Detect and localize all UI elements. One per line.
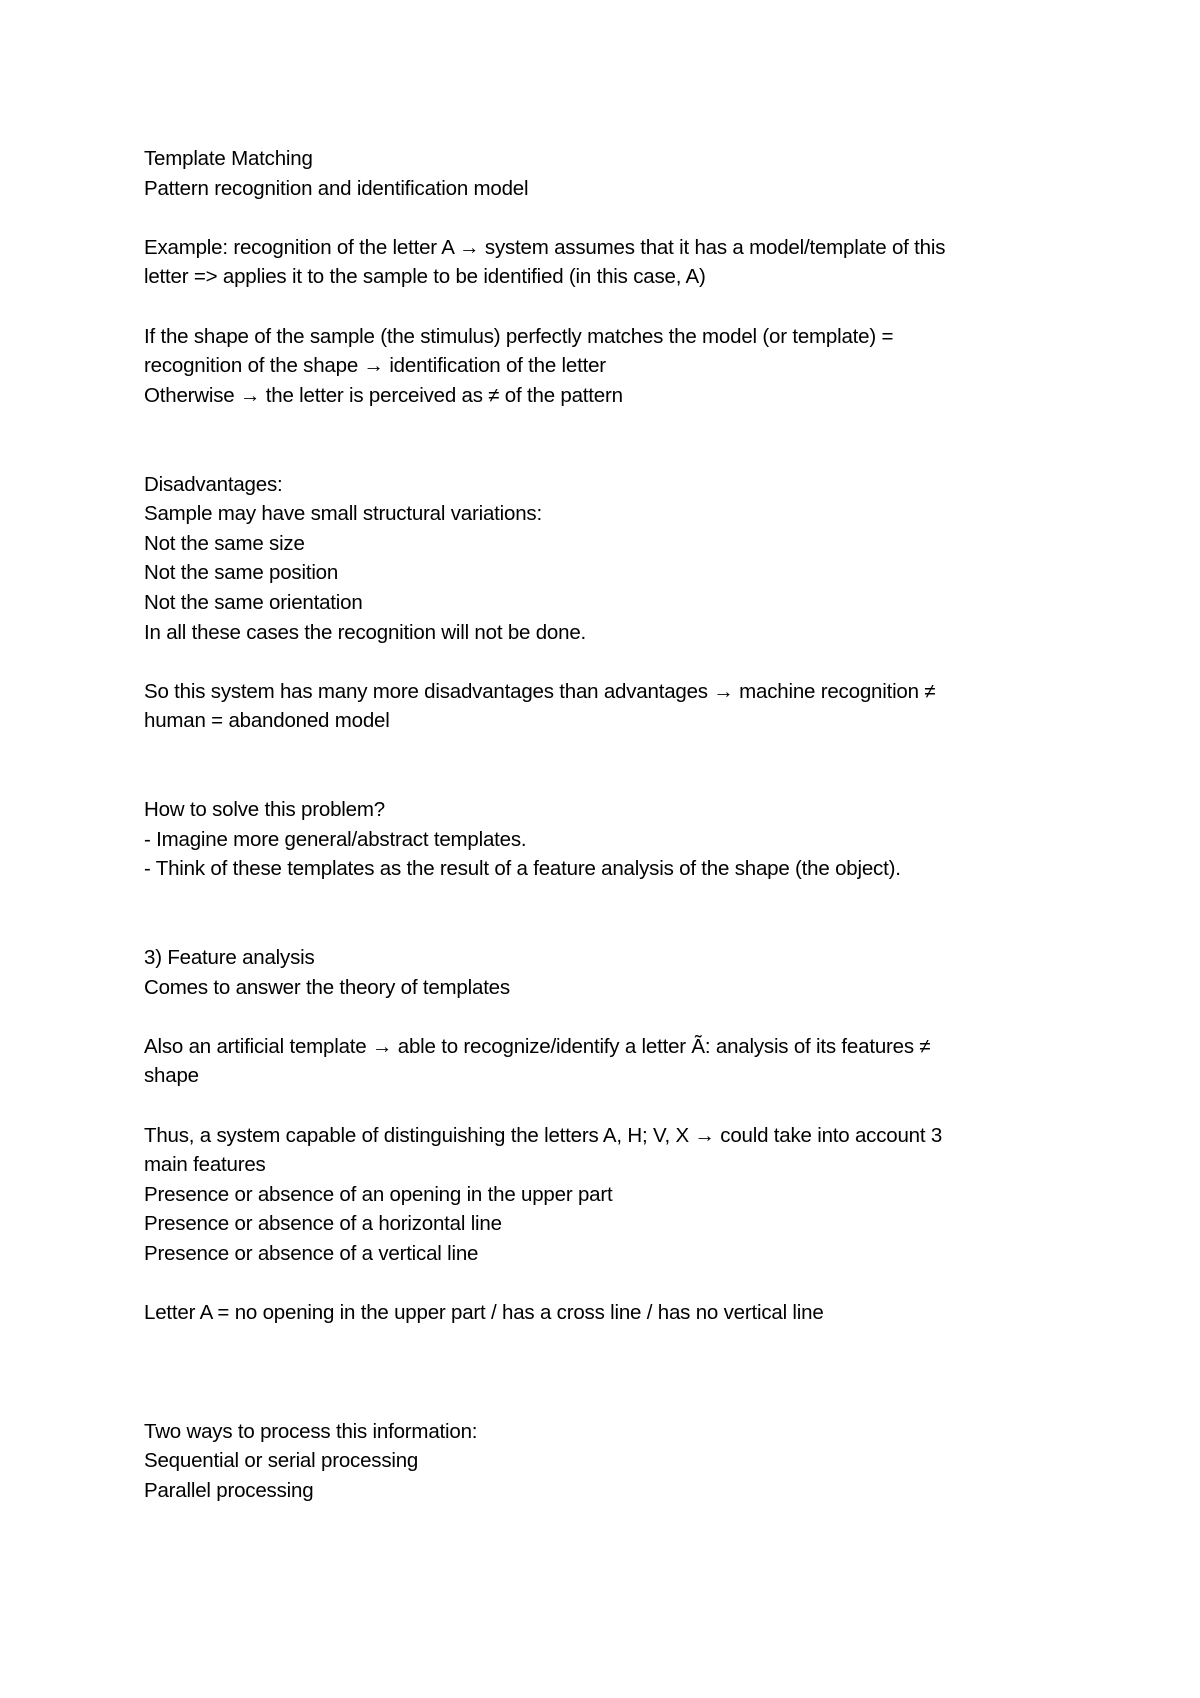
disadvantages-conclusion: In all these cases the recognition will not be done. [144,620,587,644]
example-line-2: letter => applies it to the sample to be identified (in this case, A) [144,265,706,289]
letter-a-line: Letter A = no opening in the upper part / has a cross line / has no vertical line [144,1301,824,1325]
disadvantage-item: Not the same orientation [144,590,363,614]
processing-way: Parallel processing [144,1478,314,1502]
disadvantage-item: Not the same size [144,531,305,555]
spacer [144,1002,1064,1032]
artificial-line-2: shape [144,1064,199,1088]
solution-question: How to solve this problem? [144,798,385,822]
example-line-1: Example: recognition of the letter A → system assumes that it has a model/template of this [144,235,946,259]
feature-analysis-heading: 3) Feature analysis [144,946,315,970]
section-subtitle: Pattern recognition and identification model [144,176,529,200]
feature-item: Presence or absence of a vertical line [144,1241,479,1265]
summary-line-2: human = abandoned model [144,709,390,733]
spacer [144,292,1064,322]
summary-line-1: So this system has many more disadvantages than advantages → machine recognition ≠ [144,679,936,703]
spacer [144,884,1064,943]
section-title: Template Matching [144,147,313,170]
feature-item: Presence or absence of an opening in the upper part [144,1182,613,1206]
system-line-2: main features [144,1153,266,1177]
spacer [144,647,1064,677]
disadvantages-heading: Disadvantages: [144,472,283,496]
spacer [144,1269,1064,1299]
document-body [144,144,1064,1505]
spacer [144,1328,1064,1417]
solution-point: - Think of these templates as the result of a feature analysis of the shape (the object). [144,857,901,881]
solution-point: - Imagine more general/abstract templates. [144,827,527,851]
match-line-2: recognition of the shape → identification of the letter [144,354,606,378]
spacer [144,203,1064,233]
otherwise-line: Otherwise → the letter is perceived as ≠ of the pattern [144,383,623,407]
processing-heading: Two ways to process this information: [144,1419,478,1443]
feature-analysis-intro: Comes to answer the theory of templates [144,975,510,999]
match-line-1: If the shape of the sample (the stimulus) perfectly matches the model (or template) = [144,324,894,348]
spacer [144,410,1064,469]
spacer [144,1091,1064,1121]
system-line-1: Thus, a system capable of distinguishing the letters A, H; V, X → could take into account 3 [144,1123,943,1147]
disadvantage-item: Not the same position [144,561,339,585]
artificial-line-1: Also an artificial template → able to recognize/identify a letter Ã: analysis of its features ≠ [144,1034,931,1058]
feature-item: Presence or absence of a horizontal line [144,1212,502,1236]
disadvantages-intro: Sample may have small structural variations: [144,502,542,526]
processing-way: Sequential or serial processing [144,1449,419,1473]
spacer [144,736,1064,795]
